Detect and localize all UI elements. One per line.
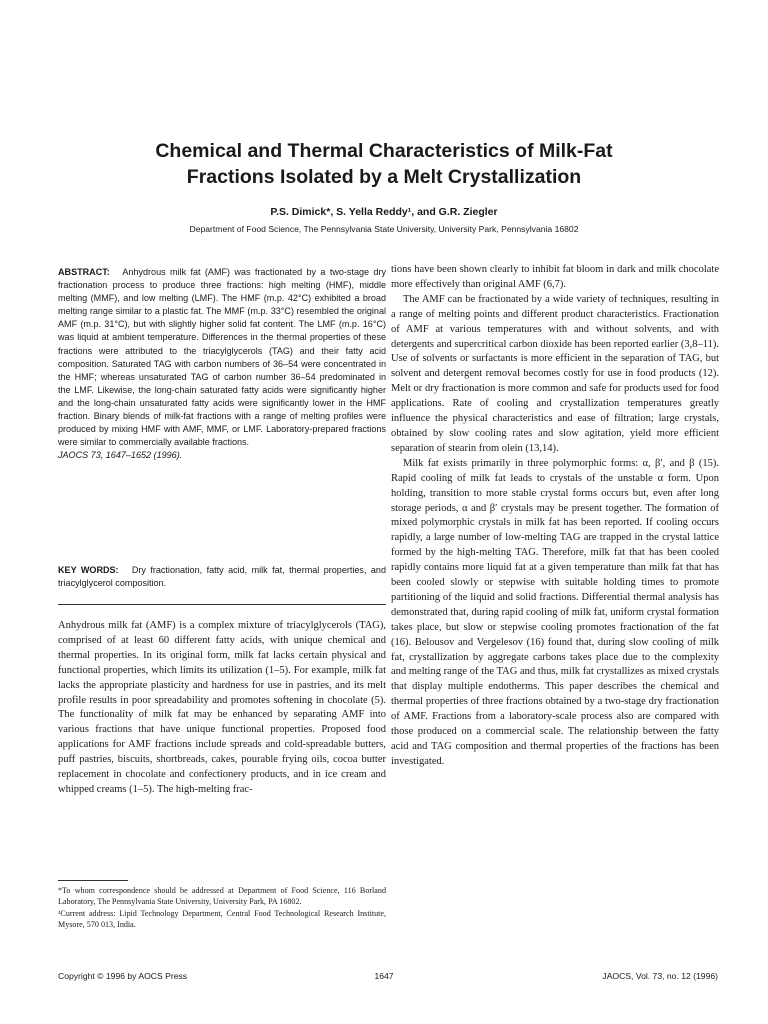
keywords-block xyxy=(58,564,386,590)
author-list: P.S. Dimick*, S. Yella Reddy¹, and G.R. Ziegler xyxy=(270,206,498,218)
paragraph-2: The AMF can be fractionated by a wide variety of techniques, resulting in a range of melting points and different product characteristics. Fractionation of AMF at various temperatures with and without solvents, and with detergents and supercritical carbon dioxide has been reported earlier (3,8–11). Use of solvents or surfactants is more efficient in the separation of TAG, but solvent and detergent removal becomes costly for use in food products (12). Melt or dry fractionation is more common and safe for products used for food applications. Rate of cooling and crystallization temperatures greatly influence the physical characteristics and ease of filtration; large crystals, obtained by slow cooling rates and slow agitation, yield more efficient separation of stearin from olein (13,14). xyxy=(391,293,719,454)
section-divider xyxy=(58,604,386,605)
paragraph-3: Milk fat exists primarily in three polymorphic forms: α, β′, and β (15). Rapid cooling of milk fat leads to crystals of the unstable α form. Upon holding, transition to more stable crystal forms occurs but, even after long storage periods, α and β′ crystals may be present together. The formation of mixed polymorphic crystals in milk fat has been reported. If cooling occurs rapidly, a large number of low-melting TAG are trapped in the crystal lattice formed by the high-melting TAG. Therefore, milk fat that has been cooled rapidly contains more liquid fat at a given temperature than milk fat that has been cooled slowly or stepwise with suitable holding times to promote partitioning of the liquid and solid fractions. Differential thermal analysis has demonstrated that, during rapid cooling of milk fat, uniform crystal formation takes place, but slow or stepwise cooling promotes fractionation of the fat (16). Belousov and Vergelesov (16) found that, during slow cooling of milk fat, crystallization by aggregate carbons takes place due to the complexity and melting range of the TAG and thus, milk fat crystallizes as mixed crystals that display multiple endotherms. This paper describes the chemical and thermal properties of three fractions obtained by a two-stage dry fractionation of AMF. Fractions from a laboratory-scale process also are compared with those produced on a commercial scale. The relationship between the fatty acid and TAG composition and thermal properties of the fractions has been investigated. xyxy=(391,457,719,767)
abstract-citation: JAOCS 73, 1647–1652 (1996). xyxy=(58,450,183,461)
footnote-correspondence: *To whom correspondence should be addressed at Department of Food Science, 116 Borland Laboratory, The Pennsylvania State University, University Park, PA 16802. xyxy=(58,886,386,907)
footnote-current-address: ¹Current address: Lipid Technology Department, Central Food Technological Research Institute, Mysore, 570 013, India. xyxy=(58,908,386,929)
abstract-label: ABSTRACT: xyxy=(58,267,110,277)
abstract xyxy=(58,266,386,449)
footnotes xyxy=(58,885,386,930)
keywords-label: KEY WORDS: xyxy=(58,565,119,575)
article-title-line-2: Fractions Isolated by a Melt Crystallization xyxy=(186,166,582,188)
abstract-block xyxy=(58,266,386,462)
affiliation: Department of Food Science, The Pennsylvania State University, University Park, Pennsylvania 16802 xyxy=(189,224,579,234)
paragraph-1: tions have been shown clearly to inhibit fat bloom in dark and milk chocolate more effectively than original AMF (6,7). xyxy=(391,264,719,290)
body-left-column xyxy=(58,619,386,798)
footnote-divider xyxy=(58,880,128,881)
journal-citation: JAOCS, Vol. 73, no. 12 (1996) xyxy=(602,971,718,981)
intro-paragraph: Anhydrous milk fat (AMF) is a complex mixture of triacylglycerols (TAG), comprised of at least 60 different fatty acids, with unique chemical and thermal properties. In its original form, milk fat lacks certain physical and functional properties, which limits its utilization (1–5). For example, milk fat lacks the appropriate plasticity and hardness for use in pastries, and its melt profile results in poor spreadability and promotes softening in chocolate (5). The functionality of milk fat may be enhanced by separating AMF into various fractions that have unique functional properties. Proposed food applications for AMF fractions include spreads and cold-spreadable butters, puff pastries, biscuits, shortbreads, cakes, pourable frying oils, cocoa butter replacement in chocolate and confectionery products, and in ice cream and whipped creams (1–5). The high-melting frac- xyxy=(58,620,386,795)
article-title-line-1: Chemical and Thermal Characteristics of Milk-Fat xyxy=(155,140,613,162)
keywords xyxy=(58,564,386,590)
page-number: 1647 xyxy=(374,971,394,981)
article-title xyxy=(40,138,728,190)
keywords-text: Dry fractionation, fatty acid, milk fat, thermal properties, and triacylglycerol composition. xyxy=(58,565,386,589)
body-right-column xyxy=(391,263,719,770)
abstract-text: Anhydrous milk fat (AMF) was fractionated by a two-stage dry fractionation process to produce three fractions: high melting (HMF), middle melting (MMF), and low melting (LMF). The HMF (m.p. 42°C) exhibited a broad melting range similar to a plastic fat. The MMF (m.p. 33°C) resembled the original AMF (m.p. 31°C), but with slightly higher solid fat content. The LMF (m.p. 16°C) was liquid at ambient temperature. Differences in the thermal properties of these fractions were attributed to the triacylglycerols (TAG) and their fatty acid composition. Saturated TAG with carbon numbers of 36–54 were concentrated in the HMF; whereas unsaturated TAG of carbon number 36–54 predominated in the LMF. Likewise, the long-chain saturated fatty acids were significantly higher and the long-chain unsaturated fatty acids were significantly lower in the HMF fraction. Binary blends of milk-fat fractions with a range of melting profiles were produced by mixing HMF with AMF, MMF, or LMF. Laboratory-prepared fractions were similar to commercially available fractions. xyxy=(58,267,386,448)
footer-copyright: Copyright © 1996 by AOCS Press xyxy=(58,971,188,981)
